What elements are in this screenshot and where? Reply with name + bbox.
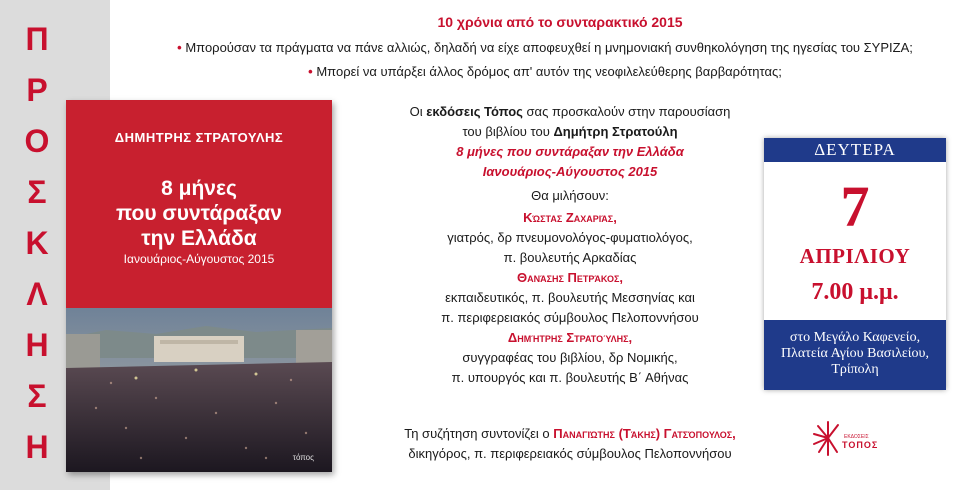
invitation-letter: Λ — [26, 276, 48, 312]
invite-text: Οι — [409, 104, 427, 119]
invite-line-2 — [340, 122, 800, 142]
bullet-dot-icon: • — [308, 64, 313, 79]
venue-line: Πλατεία Αγίου Βασιλείου, — [781, 346, 929, 361]
moderator-line — [320, 424, 820, 444]
event-time: 7.00 μ.μ. — [811, 279, 899, 305]
speaker-2-name: Θανάσης Πετράκος, — [516, 270, 623, 285]
invitation-letter: Η — [25, 429, 49, 465]
invitation-letter: Κ — [25, 225, 49, 261]
event-day: 7 — [840, 174, 870, 239]
invite-book-title: 8 μήνες που συντάραξαν την Ελλάδα — [456, 144, 684, 159]
invite-line-1 — [340, 102, 800, 122]
book-author: ΔΗΜΗΤΡΗΣ ΣΤΡΑΤΟΥΛΗΣ — [114, 130, 284, 145]
invitation-body — [340, 102, 800, 388]
speaker-2-desc: π. περιφερειακός σύμβουλος Πελοποννήσου — [441, 310, 699, 325]
book-title — [66, 176, 332, 251]
book-title-line: την Ελλάδα — [141, 227, 257, 250]
speakers-label: Θα μιλήσουν: — [531, 188, 609, 203]
invitation-letter: Π — [25, 21, 49, 57]
book-publisher-mark: τόπος — [292, 453, 314, 462]
book-cover-red-panel — [66, 100, 332, 308]
moderator-text: Τη συζήτηση συντονίζει ο — [404, 426, 554, 441]
event-weekday: ΔΕΥΤΕΡΑ — [764, 138, 946, 162]
event-venue — [764, 320, 946, 390]
bullet-dot-icon: • — [177, 40, 182, 55]
book-title-line: που συντάραξαν — [116, 202, 282, 225]
event-month: ΑΠΡΙΛΙΟΥ — [799, 244, 911, 268]
invitation-letter: Ρ — [26, 72, 48, 108]
event-date-box — [764, 138, 946, 390]
venue-line: Τρίπολη — [831, 362, 879, 377]
invitation-letter: Σ — [27, 378, 47, 414]
invitation-letter: Ο — [24, 123, 50, 159]
book-title-line: 8 μήνες — [161, 177, 237, 200]
invite-text: του βιβλίου του — [462, 124, 554, 139]
moderator-name: Παναγιώτης (Τάκης) Γατσόπουλος, — [553, 426, 736, 441]
book-cover — [66, 100, 332, 472]
question-text-1: Μπορούσαν τα πράγματα να πάνε αλλιώς, δηλαδή να είχε αποφευχθεί η μνημονιακή συνθηκολόγηση της ηγεσίας του ΣΥΡΙΖΑ; — [185, 40, 913, 55]
vertical-word-invitation — [0, 14, 74, 473]
venue-line: στο Μεγάλο Καφενείο, — [789, 330, 921, 345]
publisher-name: ΤΟΠΟΣ — [842, 440, 879, 450]
speaker-2-desc: εκπαιδευτικός, π. βουλευτής Μεσσηνίας και — [445, 290, 695, 305]
book-subtitle: Ιανουάριος-Αύγουστος 2015 — [123, 252, 275, 266]
speaker-1-name: Κώστας Ζαχαριάς, — [523, 210, 617, 225]
speaker-1-desc: γιατρός, δρ πνευμονολόγος-φυματιολόγος, — [447, 230, 693, 245]
book-cover-crowd-photo — [66, 308, 332, 472]
invitation-letter: Η — [25, 327, 49, 363]
speaker-3-desc: π. υπουργός και π. βουλευτής Β΄ Αθήνας — [451, 370, 689, 385]
publisher-sub: ΕΚΔΟΣΕΙΣ — [844, 434, 869, 440]
question-bullet-2 — [110, 64, 980, 79]
question-bullet-1 — [110, 40, 980, 55]
moderator-desc: δικηγόρος, π. περιφερειακός σύμβουλος Πελοποννήσου — [408, 446, 732, 461]
speaker-3-name: Δημήτρης Στρατούλης, — [507, 330, 633, 345]
speaker-1-desc: π. βουλευτής Αρκαδίας — [503, 250, 637, 265]
moderator-block — [320, 424, 820, 464]
speaker-3-desc: συγγραφέας του βιβλίου, δρ Νομικής, — [462, 350, 678, 365]
invite-book-period: Ιανουάριος-Αύγουστος 2015 — [482, 164, 658, 179]
invitation-letter: Σ — [27, 174, 47, 210]
publisher-mention: εκδόσεις Τόπος — [426, 104, 523, 119]
invite-text: σας προσκαλούν στην παρουσίαση — [522, 104, 731, 119]
question-text-2: Μπορεί να υπάρξει άλλος δρόμος απ' αυτόν της νεοφιλελεύθερης βαρβαρότητας; — [316, 64, 782, 79]
author-mention: Δημήτρη Στρατούλη — [553, 124, 678, 139]
header-title: 10 χρόνια από το συνταρακτικό 2015 — [437, 14, 683, 30]
